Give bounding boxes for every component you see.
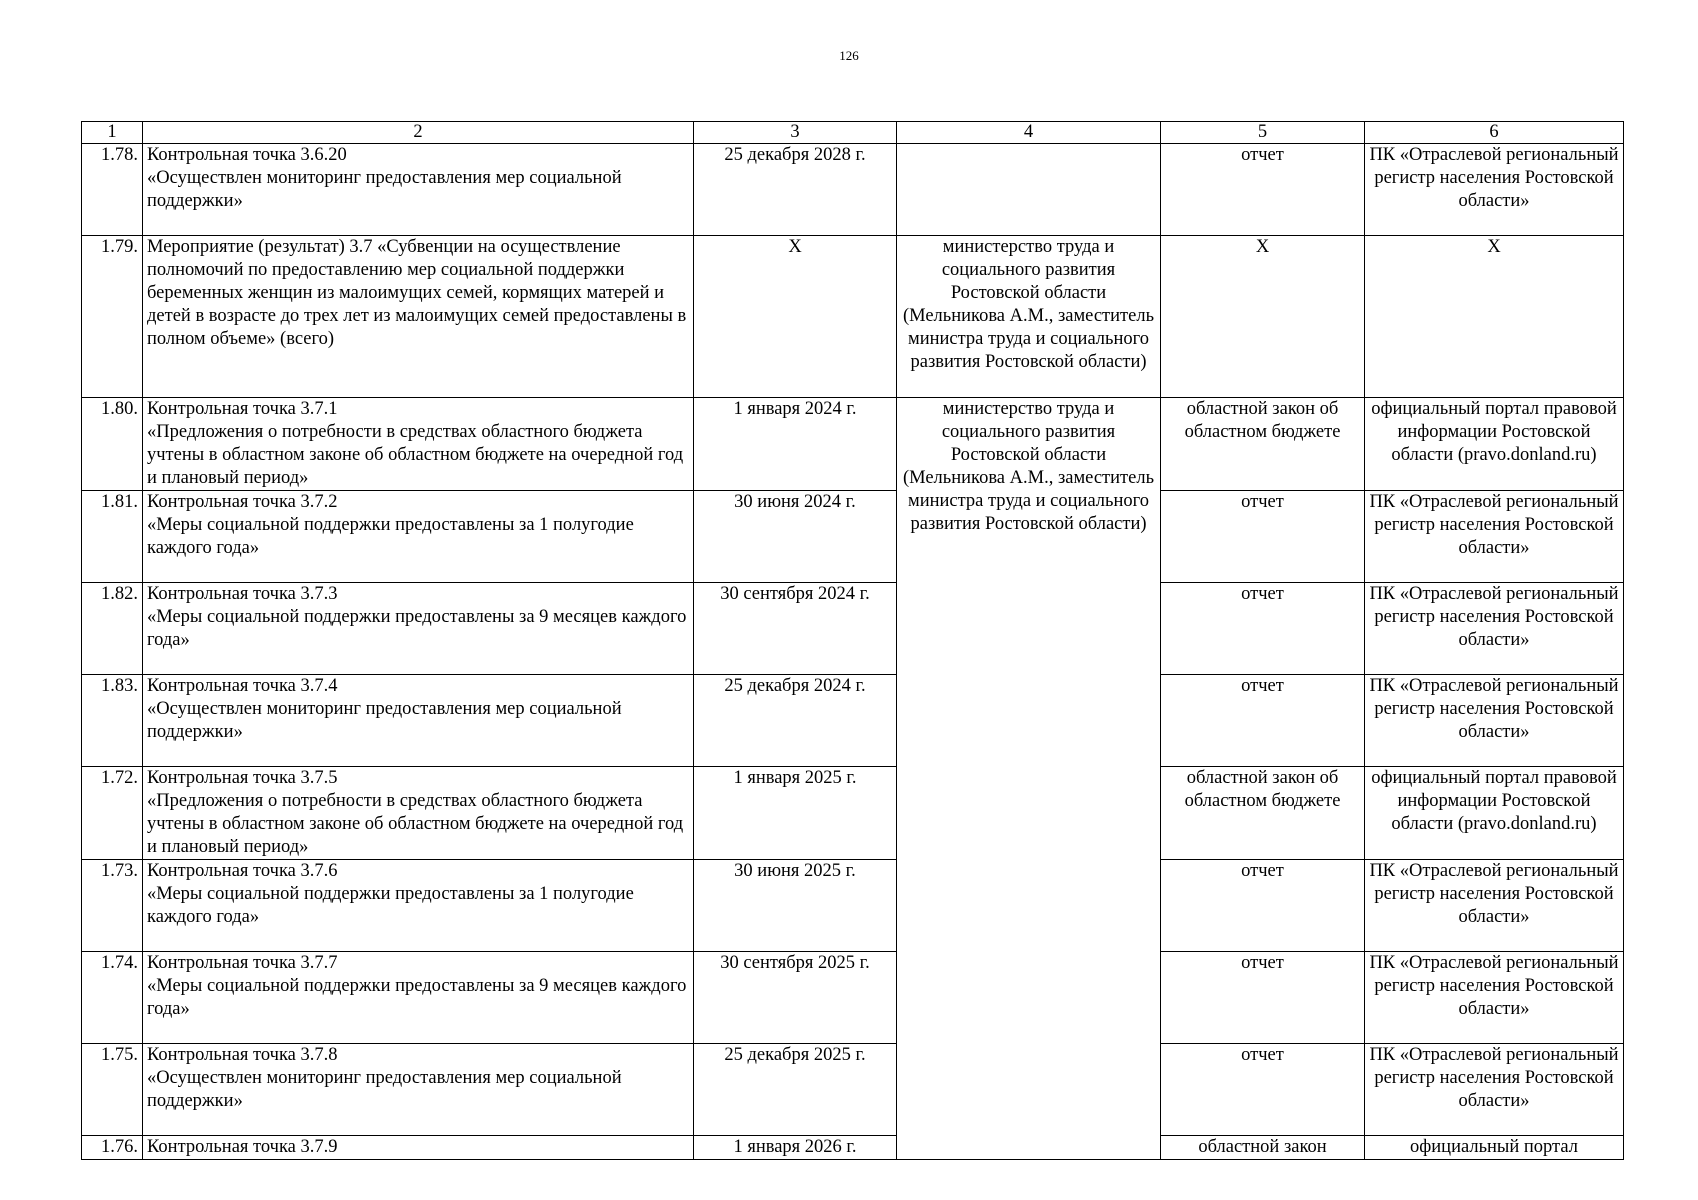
row-date: 1 января 2025 г. — [694, 767, 897, 860]
row-number: 1.78. — [82, 144, 143, 236]
row-description — [143, 675, 694, 767]
plan-table — [81, 121, 1624, 1160]
row-number: 1.75. — [82, 1044, 143, 1136]
row-desc: «Осуществлен мониторинг предоставления мер социальной поддержки» — [147, 168, 622, 211]
row-document: областной закон — [1161, 1136, 1365, 1160]
row-document: отчет — [1161, 144, 1365, 236]
row-description — [143, 767, 694, 860]
row-date: 30 июня 2025 г. — [694, 860, 897, 952]
row-date: 30 сентября 2024 г. — [694, 583, 897, 675]
row-description — [143, 1136, 694, 1160]
header-cell-1: 1 — [82, 122, 143, 144]
row-number: 1.72. — [82, 767, 143, 860]
row-date: 25 декабря 2028 г. — [694, 144, 897, 236]
row-desc: «Меры социальной поддержки предоставлены за 1 полугодие каждого года» — [147, 515, 634, 558]
row-number: 1.82. — [82, 583, 143, 675]
row-source: ПК «Отраслевой региональный регистр населения Ростовской области» — [1365, 860, 1624, 952]
row-source: ПК «Отраслевой региональный регистр населения Ростовской области» — [1365, 952, 1624, 1044]
table-row — [82, 236, 1624, 398]
row-source: ПК «Отраслевой региональный регистр населения Ростовской области» — [1365, 491, 1624, 583]
row-number: 1.80. — [82, 398, 143, 491]
merged-responsible-cell: министерство труда и социального развития Ростовской области (Мельникова А.М., заместитель министра труда и социального развития Ростовской области) — [897, 398, 1161, 1160]
row-title: Контрольная точка 3.7.9 — [147, 1137, 338, 1157]
table-row — [82, 491, 1624, 583]
row-desc: «Предложения о потребности в средствах областного бюджета учтены в областном законе об областном бюджете на очередной год и плановый период» — [147, 791, 684, 857]
row-source: официальный портал правовой информации Ростовской области (pravo.donland.ru) — [1365, 767, 1624, 860]
row-title: Контрольная точка 3.7.6 — [147, 861, 338, 881]
row-date: 25 декабря 2025 г. — [694, 1044, 897, 1136]
row-source: ПК «Отраслевой региональный регистр населения Ростовской области» — [1365, 675, 1624, 767]
row-title: Контрольная точка 3.7.5 — [147, 768, 338, 788]
row-description — [143, 860, 694, 952]
table-row — [82, 952, 1624, 1044]
row-date: 1 января 2024 г. — [694, 398, 897, 491]
row-document: областной закон об областном бюджете — [1161, 398, 1365, 491]
header-row — [82, 122, 1624, 144]
row-desc: «Меры социальной поддержки предоставлены за 1 полугодие каждого года» — [147, 884, 634, 927]
row-date: 25 декабря 2024 г. — [694, 675, 897, 767]
row-number: 1.74. — [82, 952, 143, 1044]
row-source: ПК «Отраслевой региональный регистр населения Ростовской области» — [1365, 1044, 1624, 1136]
row-number: 1.81. — [82, 491, 143, 583]
row-date: 30 сентября 2025 г. — [694, 952, 897, 1044]
row-title: Контрольная точка 3.7.4 — [147, 676, 338, 696]
row-description — [143, 491, 694, 583]
row-title: Контрольная точка 3.7.1 — [147, 399, 338, 419]
row-document: отчет — [1161, 491, 1365, 583]
row-source: ПК «Отраслевой региональный регистр населения Ростовской области» — [1365, 144, 1624, 236]
table-row — [82, 583, 1624, 675]
row-date: 30 июня 2024 г. — [694, 491, 897, 583]
row-document: X — [1161, 236, 1365, 398]
row-description — [143, 952, 694, 1044]
row-document: отчет — [1161, 1044, 1365, 1136]
table-row — [82, 398, 1624, 491]
row-description — [143, 144, 694, 236]
row-title: Контрольная точка 3.7.3 — [147, 584, 338, 604]
table-row — [82, 1044, 1624, 1136]
table-row — [82, 144, 1624, 236]
page-number: 126 — [839, 48, 859, 63]
header-cell-6: 6 — [1365, 122, 1624, 144]
row-desc: «Меры социальной поддержки предоставлены за 9 месяцев каждого года» — [147, 607, 687, 650]
table-row — [82, 675, 1624, 767]
header-cell-3: 3 — [694, 122, 897, 144]
table-row — [82, 860, 1624, 952]
row-number: 1.73. — [82, 860, 143, 952]
row-title: Контрольная точка 3.7.7 — [147, 953, 338, 973]
row-source: X — [1365, 236, 1624, 398]
row-description — [143, 1044, 694, 1136]
row-desc: «Осуществлен мониторинг предоставления мер социальной поддержки» — [147, 1068, 622, 1111]
table-row — [82, 1136, 1624, 1160]
row-document: отчет — [1161, 952, 1365, 1044]
row-desc: «Предложения о потребности в средствах областного бюджета учтены в областном законе об областном бюджете на очередной год и плановый период» — [147, 422, 684, 488]
row-date: X — [694, 236, 897, 398]
row-number: 1.79. — [82, 236, 143, 398]
row-title: Контрольная точка 3.6.20 — [147, 145, 347, 165]
row-title: Мероприятие (результат) 3.7 «Субвенции на осуществление полномочий по предоставлению мер социальной поддержки беременных женщин из малоимущих семей, кормящих матерей и детей в возрасте до трех лет из малоимущих семей предоставлены в полном объеме» (всего) — [147, 237, 687, 349]
row-description — [143, 398, 694, 491]
header-cell-4: 4 — [897, 122, 1161, 144]
header-cell-2: 2 — [143, 122, 694, 144]
row-source: ПК «Отраслевой региональный регистр населения Ростовской области» — [1365, 583, 1624, 675]
header-cell-5: 5 — [1161, 122, 1365, 144]
row-description — [143, 236, 694, 398]
row-responsible: министерство труда и социального развития Ростовской области (Мельникова А.М., заместитель министра труда и социального развития Ростовской области) — [897, 236, 1161, 398]
row-description — [143, 583, 694, 675]
row-document: отчет — [1161, 675, 1365, 767]
row-responsible — [897, 144, 1161, 236]
row-document: областной закон об областном бюджете — [1161, 767, 1365, 860]
row-title: Контрольная точка 3.7.2 — [147, 492, 338, 512]
row-source: официальный портал — [1365, 1136, 1624, 1160]
row-number: 1.76. — [82, 1136, 143, 1160]
row-desc: «Осуществлен мониторинг предоставления мер социальной поддержки» — [147, 699, 622, 742]
row-document: отчет — [1161, 860, 1365, 952]
row-number: 1.83. — [82, 675, 143, 767]
row-document: отчет — [1161, 583, 1365, 675]
row-title: Контрольная точка 3.7.8 — [147, 1045, 338, 1065]
row-date: 1 января 2026 г. — [694, 1136, 897, 1160]
row-source: официальный портал правовой информации Ростовской области (pravo.donland.ru) — [1365, 398, 1624, 491]
row-desc: «Меры социальной поддержки предоставлены за 9 месяцев каждого года» — [147, 976, 687, 1019]
table-row — [82, 767, 1624, 860]
